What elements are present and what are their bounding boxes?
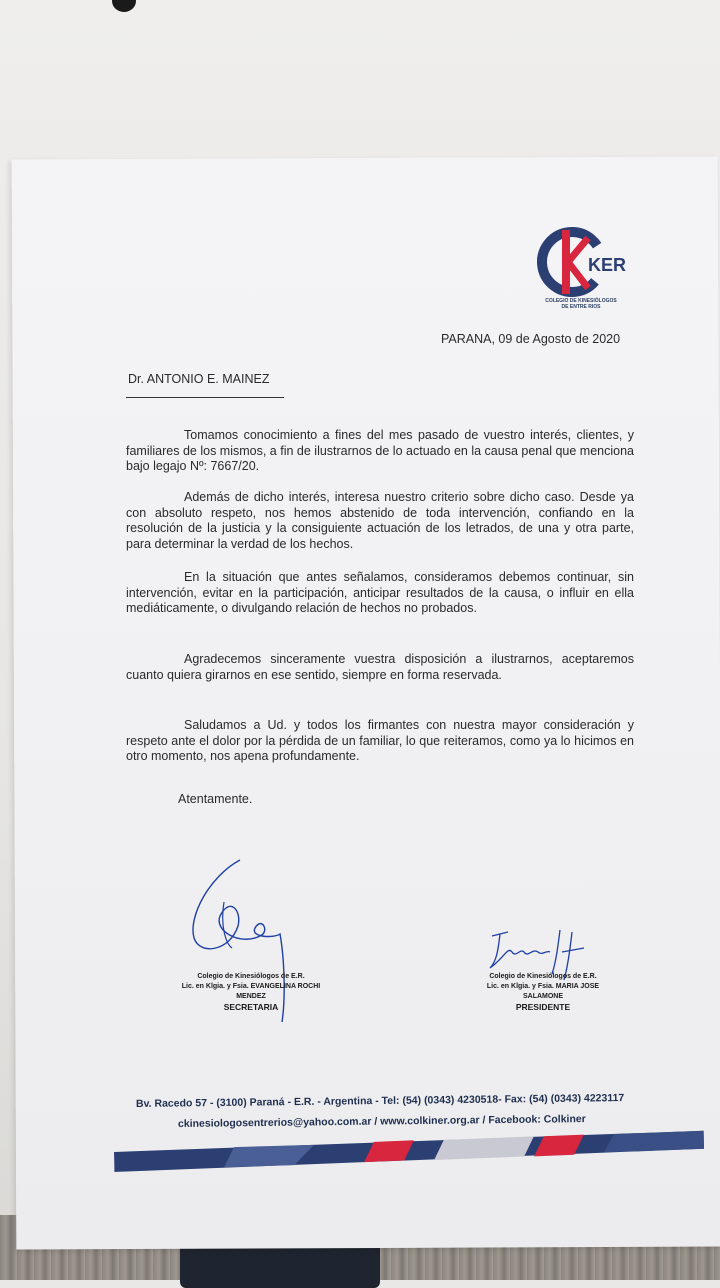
body-paragraph-2: Además de dicho interés, interesa nuestro criterio sobre dicho caso. Desde ya con absoluto respeto, nos hemos abstenido de toda intervención, confiando en la resolución de la justicia y la consiguiente actuación de los letrados, de una y otra parte, para determinar la verdad de los hechos. (126, 490, 634, 551)
secretary-role: SECRETARIA (223, 1002, 279, 1012)
secretary-name: Lic. en Klgia. y Fsia. EVANGELINA ROCHI MENDEZ (181, 983, 321, 1000)
footer-address: Bv. Racedo 57 - (3100) Paraná - E.R. - Argentina - Tel: (54) (0343) 4230518- Fax: (54) (0343) 4223117 (135, 1092, 625, 1110)
closing-text: Atentamente. (178, 792, 253, 806)
letter-date: PARANA, 09 de Agosto de 2020 (441, 332, 621, 346)
recipient-underline (126, 397, 284, 398)
secretary-org: Colegio de Kinesiólogos de E.R. (197, 973, 305, 980)
president-name: Lic. en Klgia. y Fsia. MARIA JOSE SALAMONE (486, 983, 600, 1000)
logo-text: KER (588, 255, 627, 275)
president-signature-block (468, 972, 618, 1012)
logo-caption (536, 298, 626, 310)
logo-caption-line2: DE ENTRE RIOS (561, 304, 601, 310)
secretary-signature-block (176, 972, 326, 1012)
body-paragraph-4: Agradecemos sinceramente vuestra disposición a ilustrarnos, aceptaremos cuanto quiera girarnos en ese sentido, siempre en forma reservada. (126, 652, 634, 682)
recipient-name: Dr. ANTONIO E. MAINEZ (128, 372, 270, 386)
body-paragraph-1: Tomamos conocimiento a fines del mes pasado de vuestro interés, clientes, y familiares de los mismos, a fin de ilustrarnos de lo actuado en la causa penal que menciona bajo legajo Nº: 7667/20. (126, 428, 634, 473)
body-paragraph-3: En la situación que antes señalamos, consideramos debemos continuar, sin intervención, evitar en la participación, anticipar resultados de la causa, o influir en ella mediáticamente, o divulgando relación de hechos no probados. (126, 570, 634, 615)
body-paragraph-5: Saludamos a Ud. y todos los firmantes con nuestra mayor consideración y respeto ante el dolor por la pérdida de un familiar, lo que reiteramos, como ya lo hicimos en otro momento, nos apena profundamente. (126, 718, 634, 763)
letter-page (12, 156, 720, 1249)
president-role: PRESIDENTE (515, 1002, 571, 1012)
logo-caption-line1: COLEGIO DE KINESIÓLOGOS (545, 298, 617, 304)
footer-contact: ckinesiologosentrerios@yahoo.com.ar / www.colkiner.org.ar / Facebook: Colkiner (177, 1113, 586, 1130)
president-org: Colegio de Kinesiólogos de E.R. (489, 973, 597, 980)
